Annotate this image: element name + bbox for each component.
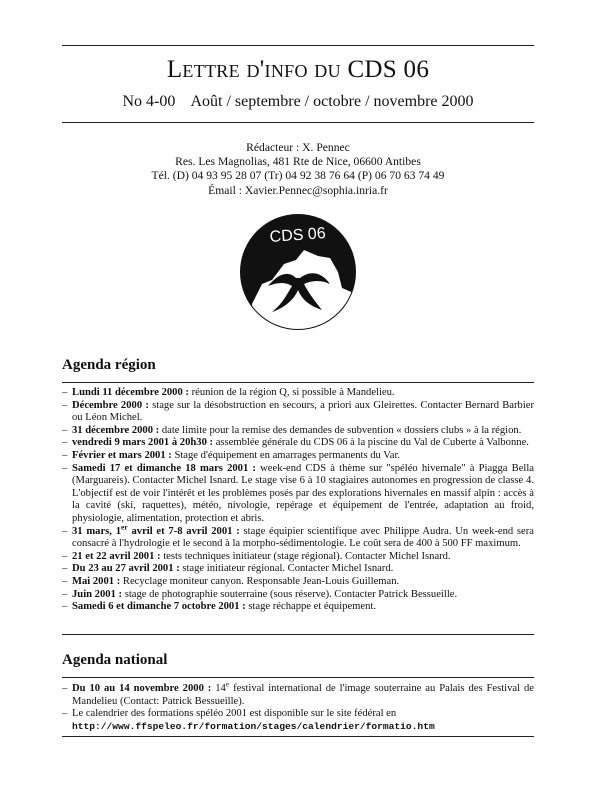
list-item: – Du 10 au 14 novembre 2000 : 14e festival international de l'image souterraine au Palais des Festival de Mandelieu (Contact: Patrick Bessueille). <box>62 683 534 708</box>
list-item: – Février et mars 2001 : Stage d'équipement en amarrages permanents du Var. <box>62 450 534 463</box>
logo-text: CDS 06 <box>269 225 327 246</box>
agenda-region-title: Agenda région <box>62 357 156 373</box>
top-rule <box>62 45 534 46</box>
editor-name: Rédacteur : X. Pennec <box>246 141 350 154</box>
list-item: – vendredi 9 mars 2001 à 20h30 : assemblée générale du CDS 06 à la piscine du Val de Cuberte à Valbonne. <box>62 437 534 450</box>
agenda-region-list <box>62 387 534 614</box>
list-item: – Du 23 au 27 avril 2001 : stage initiateur régional. Contacter Michel Isnard. <box>62 563 534 576</box>
list-item: – Juin 2001 : stage de photographie souterraine (sous réserve). Contacter Patrick Bessueille. <box>62 589 534 602</box>
issue-line: No 4-00 Août / septembre / octobre / novembre 2000 <box>122 93 474 110</box>
list-item: – 31 mars, 1er avril et 7-8 avril 2001 : stage équipier scientifique avec Philippe Audra. Un week-end sera consacré à l'hydrologie et le second à la morpho-sédimentologie. Le coût sera de 400 à 500 FF maximum. <box>62 526 534 551</box>
editor-email: Émail : Xavier.Pennec@sophia.inria.fr <box>208 183 388 197</box>
list-item: – Décembre 2000 : stage sur la désobstruction en secours, a priori aux Gleirettes. Contacter Bernard Barbier ou Léon Michel. <box>62 400 534 425</box>
header-bottom-rule <box>62 122 534 123</box>
list-item: – Samedi 6 et dimanche 7 octobre 2001 : stage réchappe et équipement. <box>62 601 534 614</box>
editor-phones: Tél. (D) 04 93 95 28 07 (Tr) 04 92 38 76 64 (P) 06 70 63 74 49 <box>151 169 445 183</box>
editor-address: Res. Les Magnolias, 481 Rte de Nice, 06600 Antibes <box>175 155 421 169</box>
national-rule-top <box>62 677 534 678</box>
list-item: – 21 et 22 avril 2001 : tests techniques initiateur (stage régional). Contacter Michel Isnard. <box>62 551 534 564</box>
calendar-url-link[interactable]: http://www.ffspeleo.fr/formation/stages/calendrier/formatio.htm <box>72 720 435 732</box>
cds06-logo-icon <box>238 212 358 332</box>
national-rule-bottom <box>62 736 534 737</box>
list-item: – Mai 2001 : Recyclage moniteur canyon. Responsable Jean-Louis Guilleman. <box>62 576 534 589</box>
list-item: – Lundi 11 décembre 2000 : réunion de la région Q, si possible à Mandelieu. <box>62 387 534 400</box>
list-item: – Samedi 17 et dimanche 18 mars 2001 : week-end CDS à thème sur "spéléo hivernale" à Piagga Bella (Marguareis). Contacter Michel Isnard. Le stage vise 6 à 10 stagiaires autonomes en progression de classe 4. L'objectif est de voir l'intérêt et les problèmes posés par des explorations hivernales en massif alpin : accès à la cavité (ski, raquettes), météo, nivologie, repérage et équipement de l'entrée, adaptation au froid, physiologie, alimentation, protection et abris. <box>62 463 534 526</box>
agenda-national-title: Agenda national <box>62 652 168 668</box>
list-item: – 31 décembre 2000 : date limite pour la remise des demandes de subvention « dossiers clubs » à la région. <box>62 425 534 438</box>
list-item: – Le calendrier des formations spéléo 2001 est disponible sur le site fédéral en http://www.ffspeleo.fr/formation/stages/calendrier/formatio.htm <box>62 708 534 733</box>
page-title: Lettre d'info du CDS 06 <box>166 56 430 83</box>
editor-block <box>62 141 534 198</box>
region-rule-bottom <box>62 634 534 635</box>
agenda-national-list <box>62 679 534 733</box>
region-rule-top <box>62 382 534 383</box>
